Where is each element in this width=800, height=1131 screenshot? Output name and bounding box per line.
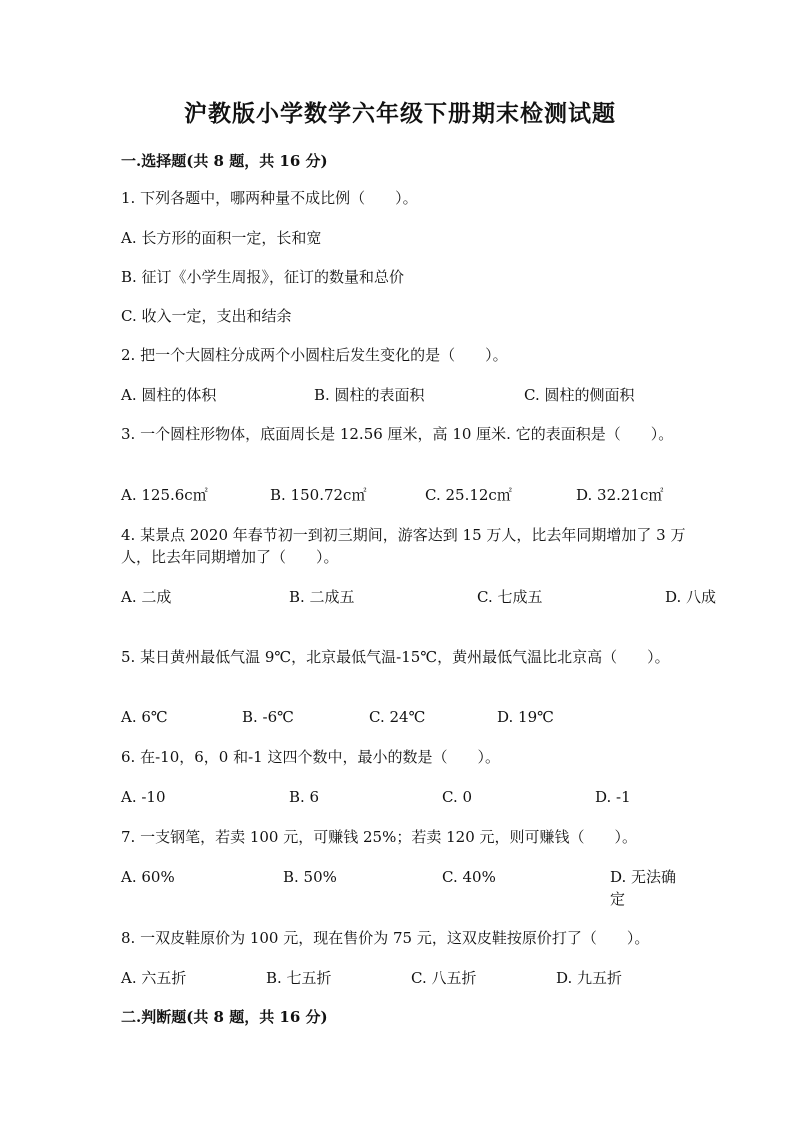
q6-option-b: B. 6 <box>289 788 320 806</box>
question-8: 8. 一双皮鞋原价为 100 元，现在售价为 75 元，这双皮鞋按原价打了（ ）。 <box>121 929 650 947</box>
q8-option-d: D. 九五折 <box>556 969 623 987</box>
question-4: 4. 某景点 2020 年春节初一到初三期间，游客达到 15 万人，比去年同期增加了 3 万人，比去年同期增加了（ ）。 <box>121 526 686 566</box>
q4-option-a: A. 二成 <box>121 588 172 606</box>
q1-option-c: C. 收入一定，支出和结余 <box>121 307 292 325</box>
q5-option-a: A. 6℃ <box>121 708 168 726</box>
question-6: 6. 在-10，6，0 和-1 这四个数中，最小的数是（ ）。 <box>121 748 500 766</box>
q5-option-d: D. 19℃ <box>497 708 554 726</box>
q1-option-b: B. 征订《小学生周报》，征订的数量和总价 <box>121 268 405 286</box>
q6-option-a: A. -10 <box>121 788 166 806</box>
q6-option-d: D. -1 <box>595 788 631 806</box>
q3-option-c: C. 25.12c㎡ <box>425 486 512 504</box>
q4-option-d: D. 八成 <box>665 588 717 606</box>
q4-option-c: C. 七成五 <box>477 588 543 606</box>
section-heading-choice: 一.选择题(共 8 题，共 16 分) <box>121 152 328 170</box>
q2-option-b: B. 圆柱的表面积 <box>314 386 425 404</box>
q7-option-c: C. 40% <box>442 868 496 886</box>
question-3: 3. 一个圆柱形物体，底面周长是 12.56 厘米，高 10 厘米. 它的表面积是（ ）。 <box>121 425 674 443</box>
q5-option-b: B. -6℃ <box>242 708 294 726</box>
q2-option-a: A. 圆柱的体积 <box>121 386 217 404</box>
q3-option-d: D. 32.21c㎡ <box>576 486 664 504</box>
question-2: 2. 把一个大圆柱分成两个小圆柱后发生变化的是（ ）。 <box>121 346 508 364</box>
q8-option-b: B. 七五折 <box>266 969 332 987</box>
q8-option-c: C. 八五折 <box>411 969 477 987</box>
q7-option-a: A. 60% <box>121 868 175 886</box>
q4-option-b: B. 二成五 <box>289 588 355 606</box>
q3-option-b: B. 150.72c㎡ <box>270 486 367 504</box>
question-5: 5. 某日黄州最低气温 9℃，北京最低气温-15℃，黄州最低气温比北京高（ ）。 <box>121 648 670 666</box>
question-1: 1. 下列各题中，哪两种量不成比例（ ）。 <box>121 189 418 207</box>
q7-option-d: D. 无法确定 <box>610 868 677 908</box>
page-title: 沪教版小学数学六年级下册期末检测试题 <box>184 100 616 127</box>
q4-option-d-wrapper <box>665 586 745 608</box>
q1-option-a: A. 长方形的面积一定，长和宽 <box>121 229 322 247</box>
q5-option-c: C. 24℃ <box>369 708 426 726</box>
q7-option-d-wrapper <box>610 866 690 910</box>
q6-option-c: C. 0 <box>442 788 473 806</box>
q2-option-c: C. 圆柱的侧面积 <box>524 386 635 404</box>
q3-option-a: A. 125.6c㎡ <box>121 486 208 504</box>
section-heading-judgment: 二.判断题(共 8 题，共 16 分) <box>121 1008 328 1026</box>
q7-option-b: B. 50% <box>283 868 337 886</box>
q8-option-a: A. 六五折 <box>121 969 187 987</box>
question-7: 7. 一支钢笔，若卖 100 元，可赚钱 25%；若卖 120 元，则可赚钱（ ）。 <box>121 828 638 846</box>
